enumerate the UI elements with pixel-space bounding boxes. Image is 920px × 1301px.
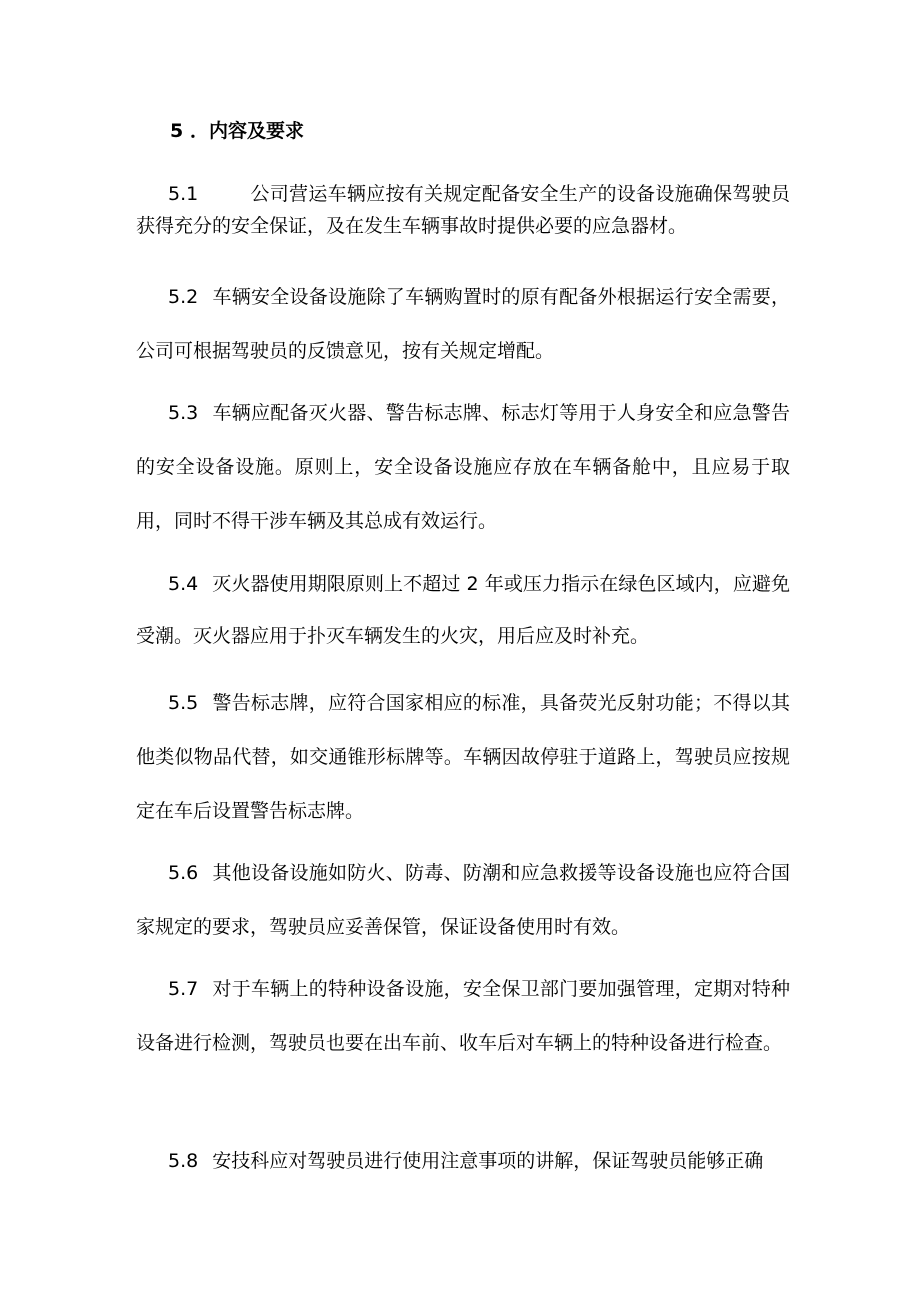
- paragraph-5-1: [136, 178, 790, 242]
- paragraph-5-8: [136, 1134, 790, 1188]
- paragraph-5-6: [136, 846, 790, 954]
- paragraph-text: 对于车辆上的特种设备设施，安全保卫部门要加强管理，定期对特种设备进行检测，驾驶员也要在出车前、收车后对车辆上的特种设备进行检查。: [136, 978, 790, 1054]
- section-number: 5: [170, 120, 184, 142]
- section-title: ．内容及要求: [190, 120, 305, 142]
- paragraph-5-5: [136, 676, 790, 838]
- paragraph-number: 5.2: [168, 286, 199, 308]
- section-heading: [170, 116, 304, 146]
- paragraph-number: 5.6: [168, 862, 199, 884]
- paragraph-text: 车辆应配备灭火器、警告标志牌、标志灯等用于人身安全和应急警告的安全设备设施。原则上，安全设备设施应存放在车辆备舱中，且应易于取用，同时不得干涉车辆及其总成有效运行。: [136, 402, 790, 532]
- paragraph-number: 5.7: [168, 978, 199, 1000]
- paragraph-number: 5.3: [168, 402, 199, 424]
- paragraph-number: 5.5: [168, 692, 199, 714]
- paragraph-text: 灭火器使用期限原则上不超过 2 年或压力指示在绿色区域内，应避免受潮。灭火器应用于扑灭车辆发生的火灾，用后应及时补充。: [136, 573, 790, 647]
- paragraph-text: 其他设备设施如防火、防毒、防潮和应急救援等设备设施也应符合国家规定的要求，驾驶员应妥善保管，保证设备使用时有效。: [136, 862, 790, 938]
- paragraph-text: 安技科应对驾驶员进行使用注意事项的讲解，保证驾驶员能够正确: [212, 1150, 764, 1172]
- paragraph-number: 5.4: [168, 573, 199, 595]
- paragraph-5-4: [136, 558, 790, 662]
- paragraph-text: 公司营运车辆应按有关规定配备安全生产的设备设施确保驾驶员获得充分的安全保证，及在发生车辆事故时提供必要的应急器材。: [136, 183, 790, 237]
- paragraph-5-2: [136, 270, 790, 378]
- paragraph-number: 5.8: [168, 1150, 199, 1172]
- paragraph-number: 5.1: [168, 183, 199, 205]
- paragraph-text: 警告标志牌，应符合国家相应的标准，具备荧光反射功能；不得以其他类似物品代替，如交通锥形标牌等。车辆因故停驻于道路上，驾驶员应按规定在车后设置警告标志牌。: [136, 692, 790, 822]
- paragraph-5-3: [136, 386, 790, 548]
- paragraph-text: 车辆安全设备设施除了车辆购置时的原有配备外根据运行安全需要，公司可根据驾驶员的反馈意见，按有关规定增配。: [136, 286, 790, 362]
- paragraph-5-7: [136, 962, 790, 1070]
